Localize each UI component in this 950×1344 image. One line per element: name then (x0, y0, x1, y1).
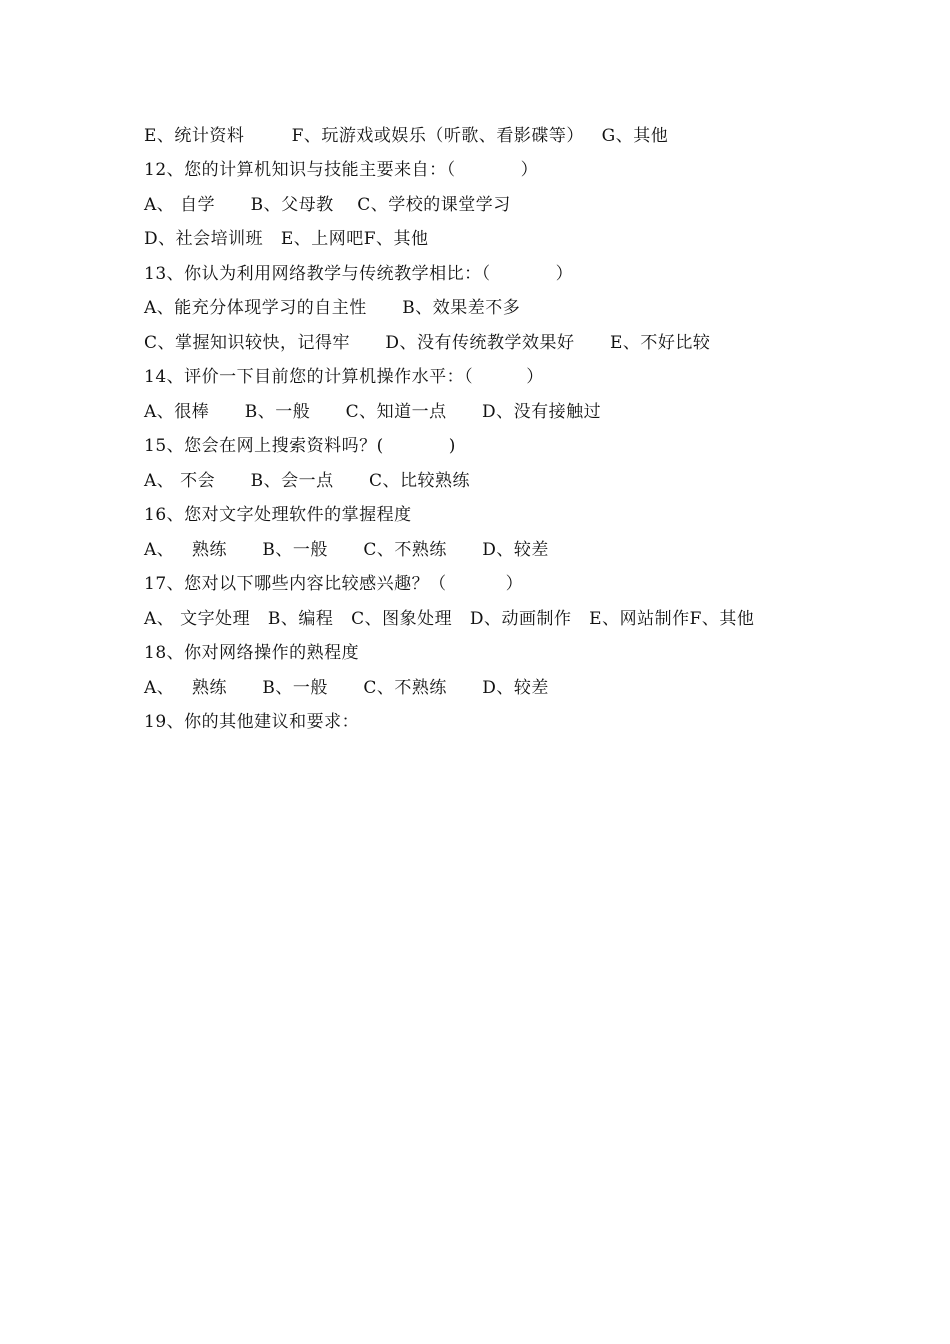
option-line-q18: A、 熟练 B、一般 C、不熟练 D、较差 (144, 678, 549, 698)
option-line-q12-d-f: D、社会培训班 E、上网吧F、其他 (144, 229, 429, 249)
option-line-q11-e-g: E、统计资料 F、玩游戏或娱乐（听歌、看影碟等） G、其他 (144, 126, 669, 146)
question-17: 17、您对以下哪些内容比较感兴趣？（ ） (144, 574, 524, 594)
question-13: 13、你认为利用网络教学与传统教学相比：（ ） (144, 264, 574, 284)
option-line-q12-a-c: A、 自学 B、父母教 C、学校的课堂学习 (144, 195, 511, 215)
question-19: 19、你的其他建议和要求： (144, 712, 360, 732)
option-line-q15: A、 不会 B、会一点 C、比较熟练 (144, 471, 471, 491)
option-line-q16: A、 熟练 B、一般 C、不熟练 D、较差 (144, 540, 549, 560)
question-15: 15、您会在网上搜索资料吗？( ) (144, 436, 456, 456)
question-18: 18、你对网络操作的熟程度 (144, 643, 360, 663)
option-line-q17: A、 文字处理 B、编程 C、图象处理 D、动画制作 E、网站制作F、其他 (144, 609, 755, 629)
option-line-q13-a-b: A、能充分体现学习的自主性 B、效果差不多 (144, 298, 521, 318)
option-line-q13-c-e: C、掌握知识较快，记得牢 D、没有传统教学效果好 E、不好比较 (144, 333, 711, 353)
question-16: 16、您对文字处理软件的掌握程度 (144, 505, 412, 525)
question-12: 12、您的计算机知识与技能主要来自：（ ） (144, 160, 539, 180)
question-14: 14、评价一下目前您的计算机操作水平：（ ） (144, 367, 544, 387)
option-line-q14: A、很棒 B、一般 C、知道一点 D、没有接触过 (144, 402, 602, 422)
